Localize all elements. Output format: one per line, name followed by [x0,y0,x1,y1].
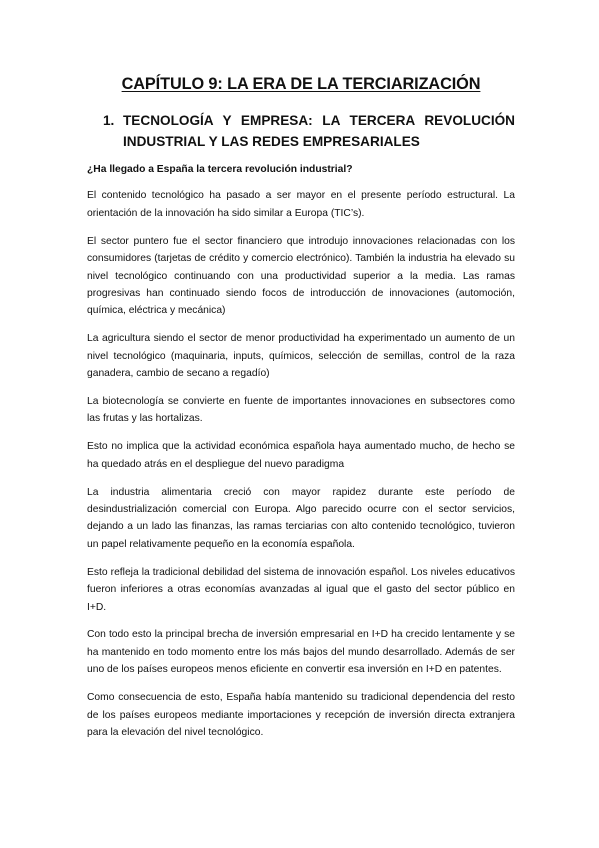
paragraph: La agricultura siendo el sector de menor productividad ha experimentado un aumento de un nivel tecnológico (maquinaria, inputs, químicos, selección de semillas, control de la raza ganadera, cambio de secano a regadío) [87,333,515,380]
section-title-line-2: INDUSTRIAL Y LAS REDES EMPRESARIALES [123,134,420,149]
paragraph: La industria alimentaria creció con mayor rapidez durante este período de desindustrialización comercial con Europa. Algo parecido ocurre con el sector servicios, dejando a un lado las finanzas, las ramas terciarias con alto contenido tecnológico, tuvieron un papel relativamente pequeño en la economía española. [87,486,515,550]
section-title-line-1: TECNOLOGÍA Y EMPRESA: LA TERCERA REVOLUCIÓN [123,113,515,128]
paragraph: Esto refleja la tradicional debilidad del sistema de innovación español. Los niveles educativos fueron inferiores a otras economías avanzadas al igual que el gasto del sector público en I+D. [87,566,515,613]
paragraph: Como consecuencia de esto, España había mantenido su tradicional dependencia del resto de los países europeos mediante importaciones y recepción de inversión directa extranjera para la elevación del nivel tecnológico. [87,692,515,738]
paragraph: El contenido tecnológico ha pasado a ser mayor en el presente período estructural. La orientación de la innovación ha sido similar a Europa (TIC’s). [87,190,515,219]
body-text [87,161,515,752]
paragraph: El sector puntero fue el sector financiero que introdujo innovaciones relacionadas con los consumidores (tarjetas de crédito y comercio electrónico). También la industria ha elevado su nivel tecnológico continuando con una productividad superior a la media. Las ramas progresivas han continuado siendo focos de introducción de innovaciones (automoción, química, eléctrica y mecánica) [87,235,515,317]
paragraph: Con todo esto la principal brecha de inversión empresarial en I+D ha crecido lentamente y se ha mantenido en todo momento entre los más bajos del mundo desarrollado. Además de ser uno de los países europeos menos eficiente en convertir esa inversión en I+D en patentes. [87,629,515,676]
paragraph: Esto no implica que la actividad económica española haya aumentado mucho, de hecho se ha quedado atrás en el despliegue del nuevo paradigma [87,441,515,470]
paragraph: La biotecnología se convierte en fuente de importantes innovaciones en subsectores como las frutas y las hortalizas. [87,395,515,425]
section-number: 1. [103,113,115,128]
question-heading: ¿Ha llegado a España la tercera revolución industrial? [87,164,353,175]
chapter-title: CAPÍTULO 9: LA ERA DE LA TERCIARIZACIÓN [121,75,481,93]
